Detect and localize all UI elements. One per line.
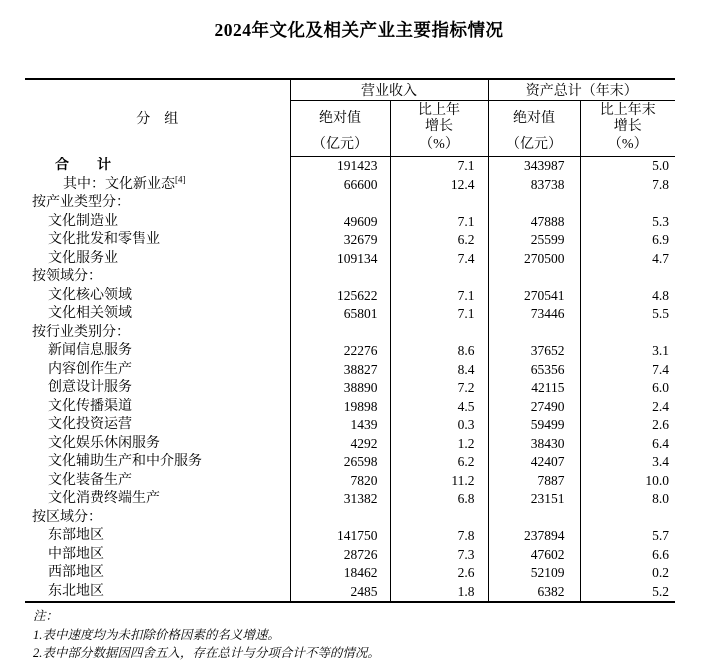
cell-value: 27490 — [488, 398, 580, 417]
cell-value: 4.7 — [652, 250, 669, 266]
cell-value: 38890 — [290, 379, 390, 398]
row-label: 合 计 — [25, 157, 290, 176]
table-row — [25, 453, 675, 472]
cell-value: 83738 — [488, 176, 580, 195]
cell-value: 11.2 — [390, 472, 488, 491]
cell-value: 37652 — [488, 342, 580, 361]
table-row — [25, 509, 675, 528]
cell-value: 7.4 — [652, 361, 669, 377]
column-subheader — [488, 101, 580, 157]
cell-value: 270541 — [488, 287, 580, 306]
column-header-operating-revenue: 营业收入 — [290, 79, 488, 101]
cell-value: 6.9 — [652, 232, 669, 247]
table-row — [25, 176, 675, 195]
table-row — [25, 287, 675, 306]
row-label: 按行业类别分： — [25, 324, 290, 343]
table-row — [25, 398, 675, 417]
table-row — [25, 416, 675, 435]
table-row — [25, 435, 675, 454]
cell-value: 1.8 — [390, 583, 488, 603]
cell-value — [390, 268, 488, 287]
row-label: 文化核心领域 — [25, 287, 290, 306]
cell-value: 6.0 — [652, 380, 669, 395]
subheader-name: 比上年 增长 — [418, 102, 460, 134]
cell-value: 5.7 — [652, 528, 669, 543]
table-row — [25, 490, 675, 509]
row-label: 内容创作生产 — [25, 361, 290, 380]
footnote-marker: [4] — [175, 175, 186, 184]
cell-value: 5.3 — [652, 213, 669, 229]
cell-value: 31382 — [290, 490, 390, 509]
cell-value: 7.4 — [390, 250, 488, 269]
cell-value — [390, 194, 488, 213]
table-row — [25, 583, 675, 603]
cell-value: 6.4 — [652, 435, 669, 451]
cell-value: 2.6 — [652, 417, 669, 432]
subheader-unit: （亿元） — [506, 137, 562, 152]
cell-value: 18462 — [290, 564, 390, 583]
cell-value: 6.6 — [652, 546, 669, 562]
cell-value: 73446 — [488, 305, 580, 324]
table-row — [25, 564, 675, 583]
page-title: 2024年文化及相关产业主要指标情况 — [214, 20, 504, 40]
cell-value: 7.1 — [390, 305, 488, 324]
cell-value — [290, 509, 390, 528]
cell-value: 7.1 — [390, 213, 488, 232]
table-row — [25, 379, 675, 398]
cell-value: 191423 — [290, 157, 390, 176]
cell-value: 3.4 — [652, 454, 669, 469]
cell-value — [390, 509, 488, 528]
cell-value: 0.3 — [390, 416, 488, 435]
table-body — [25, 157, 675, 603]
column-subheader — [580, 101, 675, 157]
cell-value: 109134 — [290, 250, 390, 269]
column-subheader — [390, 101, 488, 157]
cell-value — [580, 194, 675, 213]
cell-value: 5.5 — [652, 306, 669, 321]
row-label: 文化相关领域 — [25, 305, 290, 324]
table-row — [25, 157, 675, 176]
cell-value: 3.1 — [652, 343, 669, 358]
cell-value: 1439 — [290, 416, 390, 435]
cell-value — [290, 268, 390, 287]
cell-value — [488, 268, 580, 287]
table-row — [25, 305, 675, 324]
cell-value: 8.6 — [390, 342, 488, 361]
cell-value: 2.6 — [390, 564, 488, 583]
subheader-unit: （%） — [607, 137, 648, 152]
row-label: 文化投资运营 — [25, 416, 290, 435]
table-row — [25, 472, 675, 491]
note-line: 注： — [33, 609, 59, 623]
cell-value: 42407 — [488, 453, 580, 472]
table-notes — [33, 607, 718, 663]
subheader-unit: （亿元） — [312, 137, 368, 152]
cell-value: 7.3 — [390, 546, 488, 565]
table-row — [25, 342, 675, 361]
cell-value: 7887 — [488, 472, 580, 491]
row-label: 其中：文化新业态[4] — [25, 176, 290, 195]
cell-value — [580, 509, 675, 528]
row-label: 文化制造业 — [25, 213, 290, 232]
cell-value: 47602 — [488, 546, 580, 565]
cell-value: 8.4 — [390, 361, 488, 380]
cell-value: 7.1 — [390, 157, 488, 176]
cell-value: 270500 — [488, 250, 580, 269]
cell-value: 237894 — [488, 527, 580, 546]
column-header-total-assets: 资产总计（年末） — [488, 79, 675, 101]
cell-value: 22276 — [290, 342, 390, 361]
subheader-name: 绝对值 — [513, 110, 555, 126]
cell-value: 10.0 — [645, 472, 669, 488]
cell-value: 49609 — [290, 213, 390, 232]
table-row — [25, 324, 675, 343]
cell-value: 52109 — [488, 564, 580, 583]
table-row — [25, 213, 675, 232]
cell-value: 7820 — [290, 472, 390, 491]
cell-value: 6.8 — [390, 490, 488, 509]
cell-value: 59499 — [488, 416, 580, 435]
column-header-group: 分 组 — [25, 79, 290, 157]
header-group-row — [25, 79, 675, 101]
column-subheader — [290, 101, 390, 157]
cell-value — [488, 509, 580, 528]
row-label: 按产业类型分： — [25, 194, 290, 213]
cell-value: 65356 — [488, 361, 580, 380]
cell-value: 7.8 — [652, 176, 669, 192]
cell-value: 7.1 — [390, 287, 488, 306]
cell-value: 66600 — [290, 176, 390, 195]
cell-value: 4292 — [290, 435, 390, 454]
cell-value: 6.2 — [390, 453, 488, 472]
cell-value — [580, 268, 675, 287]
cell-value: 4.5 — [390, 398, 488, 417]
table-row — [25, 546, 675, 565]
table-row — [25, 361, 675, 380]
cell-value: 4.8 — [652, 287, 669, 303]
cell-value — [580, 324, 675, 343]
cell-value: 38827 — [290, 361, 390, 380]
cell-value: 47888 — [488, 213, 580, 232]
cell-value: 125622 — [290, 287, 390, 306]
row-label: 按区域分： — [25, 509, 290, 528]
cell-value: 19898 — [290, 398, 390, 417]
cell-value — [488, 194, 580, 213]
cell-value: 141750 — [290, 527, 390, 546]
cell-value — [290, 194, 390, 213]
cell-value: 26598 — [290, 453, 390, 472]
cell-value: 65801 — [290, 305, 390, 324]
cell-value: 28726 — [290, 546, 390, 565]
row-label: 按领域分： — [25, 268, 290, 287]
row-label: 文化装备生产 — [25, 472, 290, 491]
table-row — [25, 231, 675, 250]
row-label: 文化服务业 — [25, 250, 290, 269]
cell-value: 5.2 — [652, 583, 669, 599]
cell-value: 6.2 — [390, 231, 488, 250]
table-row — [25, 268, 675, 287]
row-label: 新闻信息服务 — [25, 342, 290, 361]
cell-value: 25599 — [488, 231, 580, 250]
cell-value: 7.8 — [390, 527, 488, 546]
cell-value: 12.4 — [390, 176, 488, 195]
cell-value: 7.2 — [390, 379, 488, 398]
row-label: 文化娱乐休闲服务 — [25, 435, 290, 454]
row-label: 东北地区 — [25, 583, 290, 603]
cell-value — [290, 324, 390, 343]
cell-value: 6382 — [488, 583, 580, 603]
row-label: 文化批发和零售业 — [25, 231, 290, 250]
row-label: 文化辅助生产和中介服务 — [25, 453, 290, 472]
row-label: 东部地区 — [25, 527, 290, 546]
row-label: 中部地区 — [25, 546, 290, 565]
subheader-name: 比上年末 增长 — [599, 102, 656, 134]
note-line: 2.表中部分数据因四舍五入，存在总计与分项合计不等的情况。 — [33, 646, 380, 660]
note-line: 1.表中速度均为未扣除价格因素的名义增速。 — [33, 627, 280, 642]
row-label: 文化消费终端生产 — [25, 490, 290, 509]
cell-value: 2.4 — [652, 398, 669, 414]
cell-value: 32679 — [290, 231, 390, 250]
cell-value — [488, 324, 580, 343]
cell-value: 343987 — [488, 157, 580, 176]
cell-value: 23151 — [488, 490, 580, 509]
table-header — [25, 79, 675, 157]
cell-value — [390, 324, 488, 343]
cell-value: 2485 — [290, 583, 390, 603]
indicators-table — [25, 78, 675, 603]
row-label: 西部地区 — [25, 564, 290, 583]
subheader-name: 绝对值 — [319, 110, 361, 126]
table-row — [25, 194, 675, 213]
cell-value: 8.0 — [652, 491, 669, 506]
subheader-unit: （%） — [419, 137, 459, 152]
row-label: 文化传播渠道 — [25, 398, 290, 417]
cell-value: 38430 — [488, 435, 580, 454]
cell-value: 42115 — [488, 379, 580, 398]
table-row — [25, 250, 675, 269]
table-row — [25, 527, 675, 546]
row-label: 创意设计服务 — [25, 379, 290, 398]
cell-value: 0.2 — [652, 565, 669, 580]
cell-value: 1.2 — [390, 435, 488, 454]
cell-value: 5.0 — [652, 158, 669, 173]
